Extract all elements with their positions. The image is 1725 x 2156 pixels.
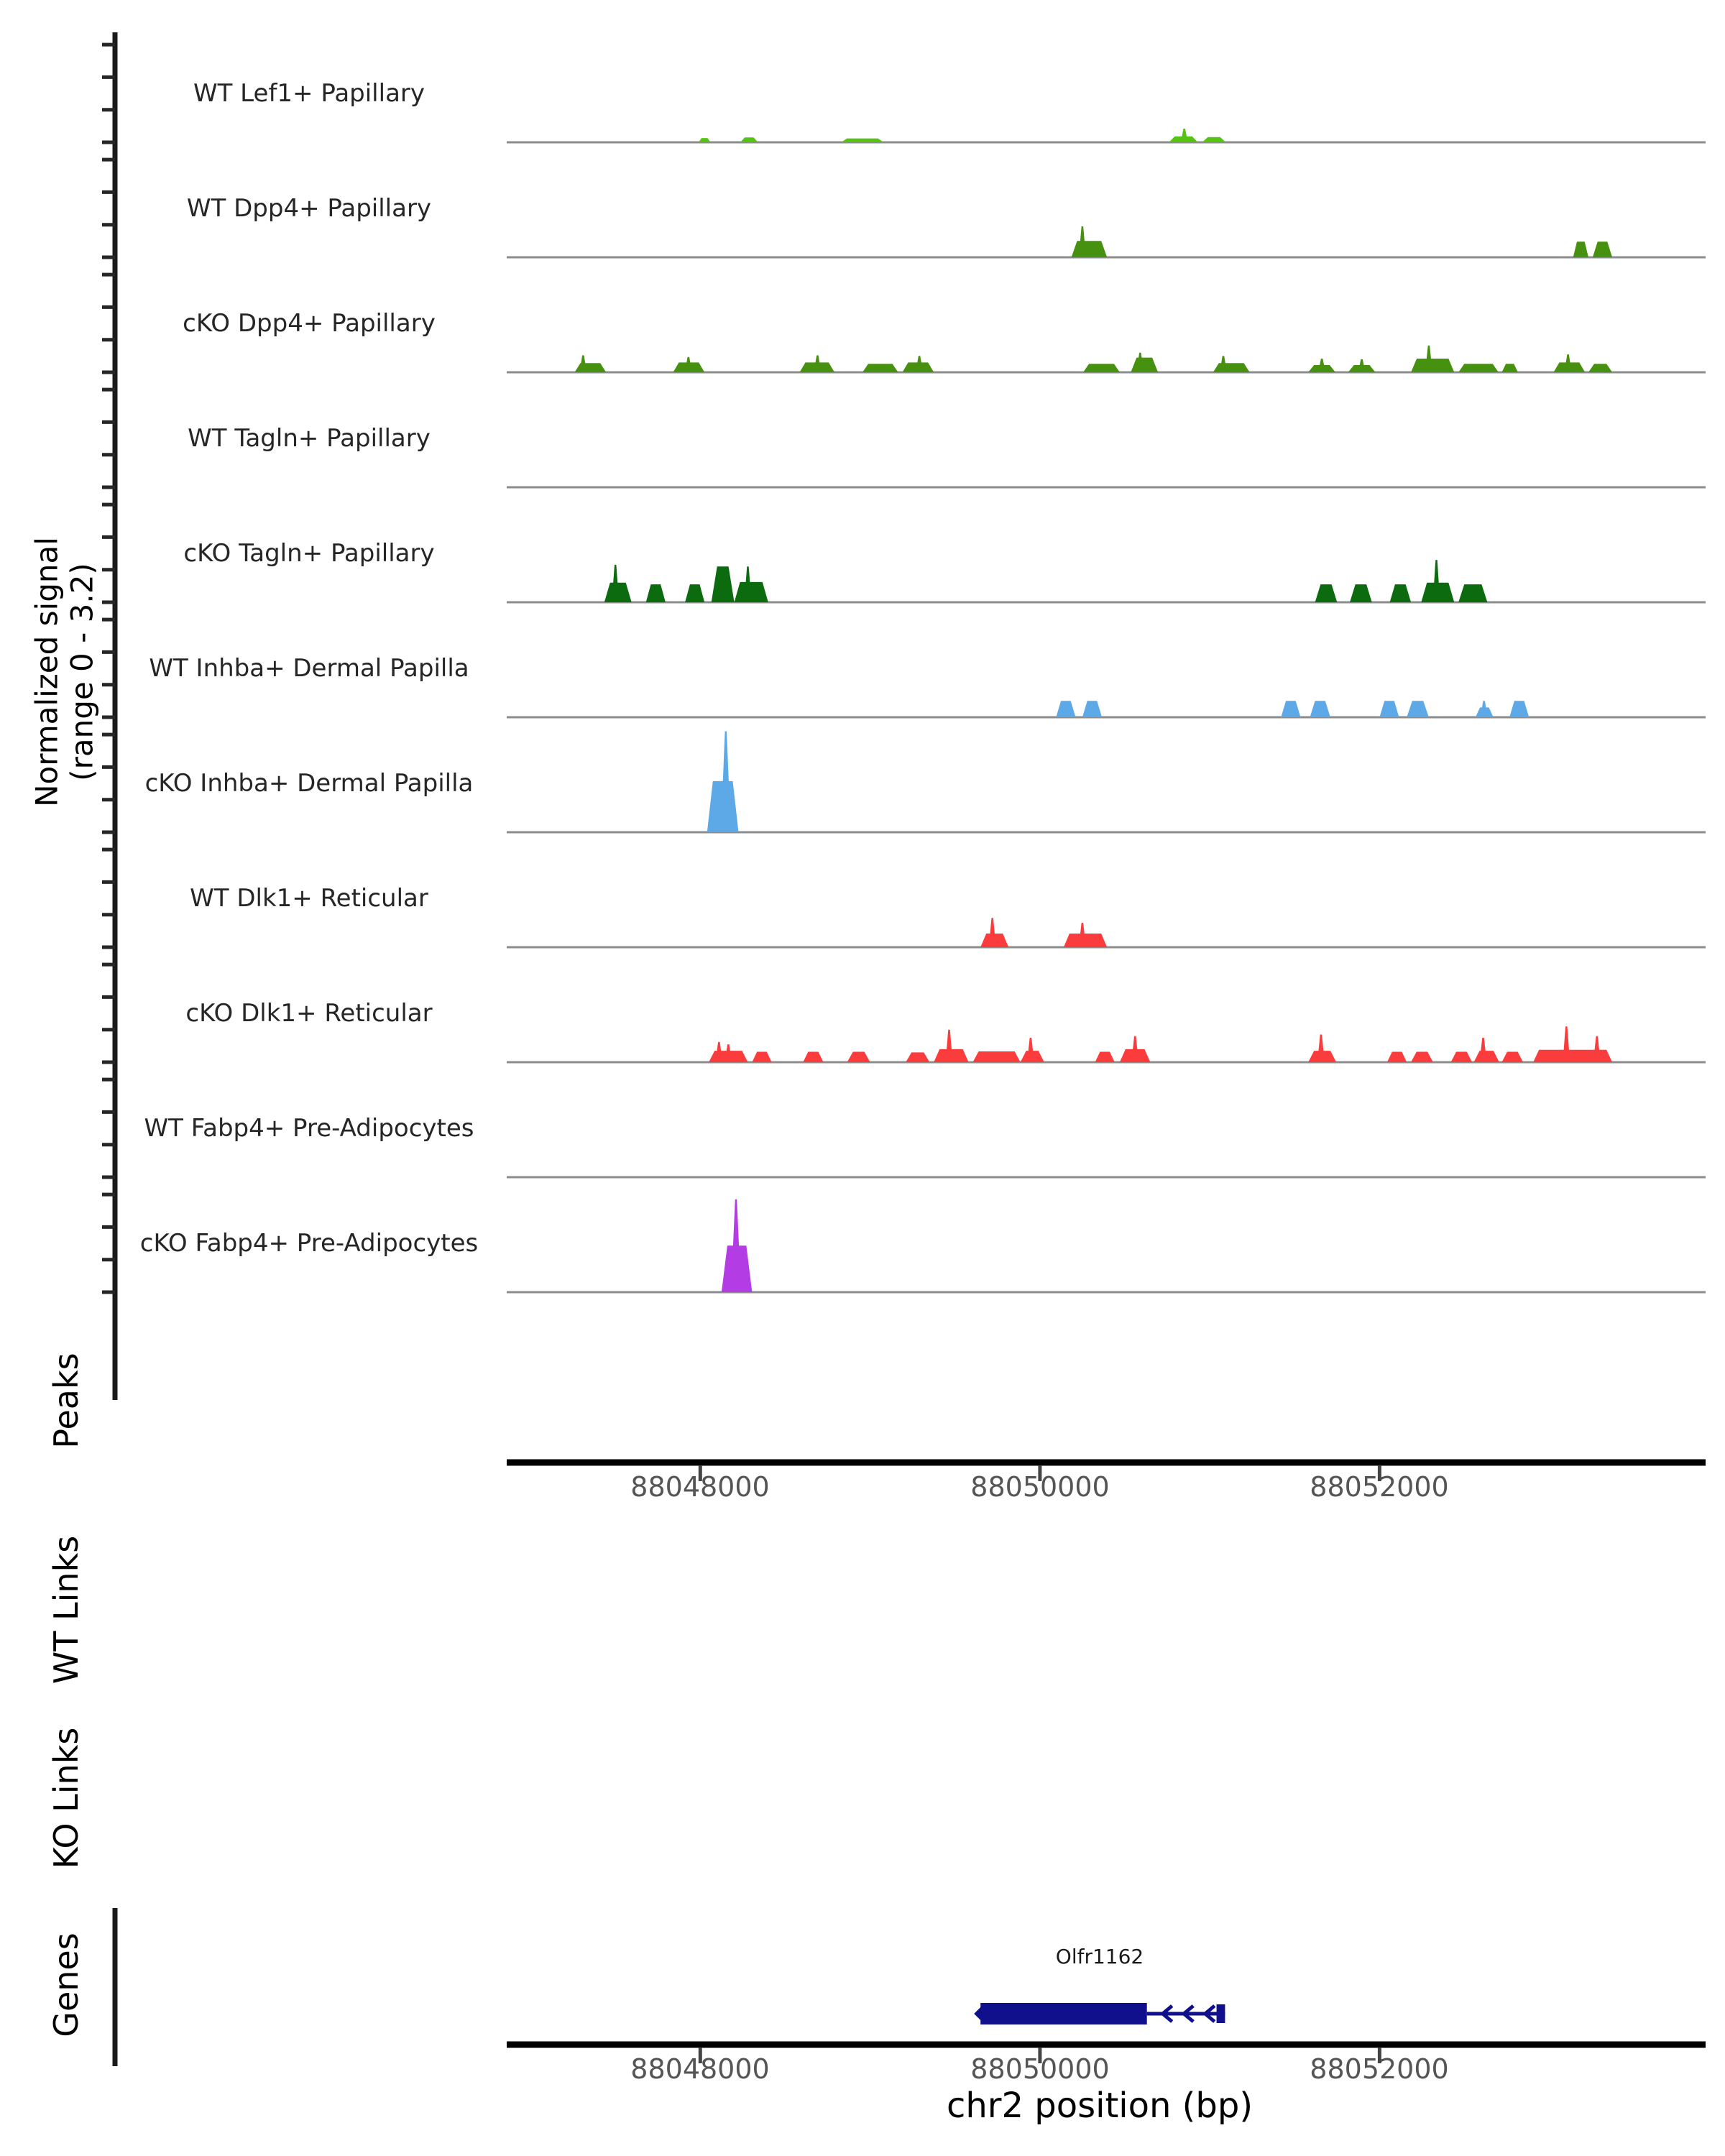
signal-peak <box>1502 364 1518 372</box>
signal-peak <box>1390 584 1412 602</box>
gene-exon-box <box>980 2003 1147 2024</box>
x-tick-label: 88048000 <box>630 1471 770 1503</box>
signal-spike <box>1181 129 1188 142</box>
signal-peak <box>752 1052 771 1063</box>
track-signal-0 <box>699 129 1226 142</box>
signal-peak <box>1310 701 1330 717</box>
signal-peak <box>1213 363 1250 372</box>
signal-peak <box>1095 1052 1115 1063</box>
track-label-9: WT Fabp4+ Pre-Adipocytes <box>144 1114 474 1143</box>
signal-spike <box>1480 1038 1487 1062</box>
signal-peak <box>699 138 711 142</box>
signal-peak <box>1502 1052 1524 1063</box>
signal-spike <box>1433 560 1440 602</box>
y-axis-label <box>29 537 99 807</box>
signal-peak <box>847 1052 870 1063</box>
track-label-3: WT Tagln+ Papillary <box>188 424 431 453</box>
track-signal-7 <box>980 918 1107 947</box>
track-label-7: WT Dlk1+ Reticular <box>190 884 428 913</box>
signal-peak <box>1588 364 1612 372</box>
x-tick-label: 88050000 <box>970 2053 1110 2085</box>
section-label-wt-links: WT Links <box>47 1535 86 1685</box>
signal-peak <box>1451 1052 1473 1063</box>
signal-peak <box>1072 241 1108 257</box>
track-label-6: cKO Inhba+ Dermal Papilla <box>144 769 474 798</box>
signal-peak <box>906 1052 929 1062</box>
signal-spike <box>946 1030 953 1062</box>
signal-peak <box>1056 701 1075 717</box>
signal-peak <box>1082 701 1102 717</box>
gene-glyph <box>974 2003 1225 2024</box>
section-label-genes: Genes <box>47 1932 86 2037</box>
x-tick-label: 88052000 <box>1310 1471 1449 1503</box>
signal-peak <box>803 1052 823 1063</box>
track-label-0: WT Lef1+ Papillary <box>193 79 426 108</box>
signal-peak <box>1411 359 1454 372</box>
signal-peak <box>1593 241 1612 257</box>
signal-peak <box>712 566 735 602</box>
track-signal-8 <box>709 1026 1612 1062</box>
signal-peak <box>1411 1052 1433 1063</box>
track-signal-6 <box>707 732 739 833</box>
signal-peak <box>646 584 666 602</box>
section-label-ko-links: KO Links <box>47 1727 86 1869</box>
signal-peak <box>1379 701 1399 717</box>
x-tick-label: 88050000 <box>970 1471 1110 1503</box>
signal-peak <box>1509 701 1529 717</box>
signal-spike <box>1317 1035 1325 1063</box>
y-axis-label-line1: Normalized signal <box>29 537 65 807</box>
signal-peak <box>1202 137 1226 142</box>
signal-spike <box>989 918 996 947</box>
signal-peak <box>1350 584 1372 602</box>
track-label-10: cKO Fabp4+ Pre-Adipocytes <box>139 1229 479 1258</box>
signal-peak <box>740 137 758 142</box>
track-label-8: cKO Dlk1+ Reticular <box>185 999 433 1028</box>
signal-peak <box>1131 358 1158 372</box>
x-tick-label: 88052000 <box>1310 2053 1449 2085</box>
signal-peak <box>1387 1052 1407 1063</box>
signal-peak <box>1533 1050 1612 1062</box>
track-signal-2 <box>575 346 1613 372</box>
signal-peak <box>1407 701 1429 717</box>
track-label-1: WT Dpp4+ Papillary <box>186 194 432 223</box>
signal-peak <box>841 139 883 142</box>
track-signal-1 <box>1072 226 1613 257</box>
signal-peak <box>685 584 704 602</box>
signal-peak <box>973 1051 1021 1062</box>
y-axis-label-line2: (range 0 - 3.2) <box>64 563 99 781</box>
x-tick-label: 88048000 <box>630 2053 770 2085</box>
track-signal-10 <box>722 1199 753 1292</box>
track-label-4: cKO Tagln+ Papillary <box>183 539 435 568</box>
signal-peak <box>575 363 607 372</box>
x-axis-label: chr2 position (bp) <box>946 2086 1254 2126</box>
signal-peak <box>1573 241 1588 257</box>
track-label-2: cKO Dpp4+ Papillary <box>183 309 436 338</box>
track-label-5: WT Inhba+ Dermal Papilla <box>149 654 469 683</box>
track-signal-4 <box>604 560 1488 602</box>
track-signal-5 <box>1056 701 1529 717</box>
signal-peak <box>1458 364 1499 372</box>
signal-peak <box>1281 701 1300 717</box>
signal-spike <box>1563 1026 1570 1062</box>
section-label-peaks: Peaks <box>47 1353 86 1449</box>
gene-name-label: Olfr1162 <box>1055 1945 1144 1968</box>
signal-peak <box>1315 584 1338 602</box>
signal-peak <box>862 364 898 372</box>
signal-peak <box>1083 364 1120 372</box>
signal-peak <box>735 582 768 602</box>
gene-tail-end-box <box>1217 2004 1225 2023</box>
signal-peak <box>1458 584 1487 602</box>
signal-spike <box>1593 1036 1601 1062</box>
signal-spike <box>1027 1038 1034 1062</box>
